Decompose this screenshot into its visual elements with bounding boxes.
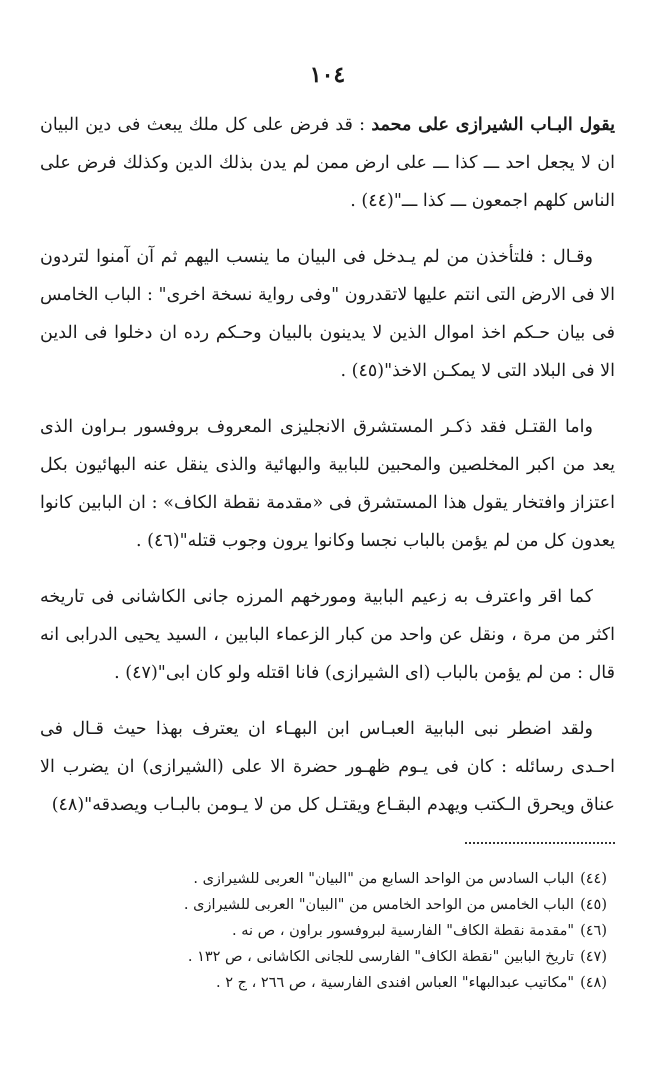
footnote-separator [465,842,615,844]
paragraph-3-text: واما القتـل فقد ذكـر المستشرق الانجليزى المعروف بروفسور بـراون الذى يعد من اكبر المخلصين والمحبين للبابية والبهائية والذى ينقل عنه البهائيون بكل اعتزاز وافتخار يقول هذا المستشرق فى «مقدمة نقطة الكاف» : ان البابين كانوا يعدون كل من لم يؤمن بالباب نجسا وكانوا يرون وجوب قتله"(٤٦) . [40,417,615,551]
footnote-number: (٤٥) [580,897,607,913]
footnote-list [40,866,615,996]
footnote-46 [40,918,615,944]
footnote-text: الباب الخامس من الواحد الخامس من "البيان" العربى للشيرازى . [183,897,575,913]
paragraph-5 [40,710,615,824]
paragraph-1-lead: يقول البـاب الشيرازى على محمد [371,115,615,135]
paragraph-3 [40,408,615,560]
paragraph-2-text: وقـال : فلتأخذن من لم يـدخل فى البيان ما ينسب اليهم ثم آن آمنوا لتردون الا فى الارض التى انتم عليها لاتقدرون "وفى رواية نسخة اخرى" : الباب الخامس فى بيان حـكم اخذ اموال الذين لا يدينون بالبيان وحـكم رده ان دخلوا فى الدين الا فى البلاد التى لا يمكـن الاخذ"(٤٥) . [40,247,615,381]
footnote-47 [40,944,615,970]
paragraph-4 [40,578,615,692]
paragraph-4-text: كما اقر واعترف به زعيم البابية ومورخهم المرزه جانى الكاشانى فى تاريخه اكثر من مرة ، ونقل عن واحد من كبار الزعماء البابين ، السيد يحيى الدرابى انه قال : من لم يؤمن بالباب (اى الشيرازى) فانا اقتله ولو كان ابى"(٤٧) . [40,587,615,683]
footnote-44 [40,866,615,892]
footnote-48 [40,970,615,996]
paragraph-2 [40,238,615,390]
footnote-text: "مكاتيب عبدالبهاء" العباس افندى الفارسية ، ص ٢٦٦ ، ج ٢ . [216,975,575,991]
footnote-number: (٤٧) [580,949,607,965]
paragraph-1 [40,106,615,220]
footnote-number: (٤٦) [580,923,607,939]
paragraph-5-text: ولقد اضطر نبى البابية العبـاس ابن البهـاء ان يعترف بهذا حيث قـال فى احـدى رسائله : كان فى يـوم ظهـور حضرة الا على (الشيرازى) ان يضرب الا عناق ويحرق الـكتب ويهدم البقـاع ويقتـل كل من لا يـومن بالبـاب ويصدقه"(٤٨) [40,719,615,815]
footnote-number: (٤٤) [580,871,607,887]
footnote-text: "مقدمة نقطة الكاف" الفارسية لبروفسور براون ، ص نه . [232,923,575,939]
paragraph-1-text: : قد فرض على كل ملك يبعث فى دين البيان ان لا يجعل احد ـــ كذا ـــ على ارض ممن لم يدن بذلك الدين وكذلك فرض على الناس كلهم اجمعون ـــ كذا ـــ"(٤٤) . [40,115,615,211]
footnote-text: تاريخ البابين "نقطة الكاف" الفارسى للجانى الكاشانى ، ص ١٣٢ . [187,949,575,965]
page-number: ١٠٤ [309,62,346,88]
footnote-45 [40,892,615,918]
footnote-text: الباب السادس من الواحد السابع من "البيان" العربى للشيرازى . [193,871,575,887]
footnote-number: (٤٨) [580,975,607,991]
